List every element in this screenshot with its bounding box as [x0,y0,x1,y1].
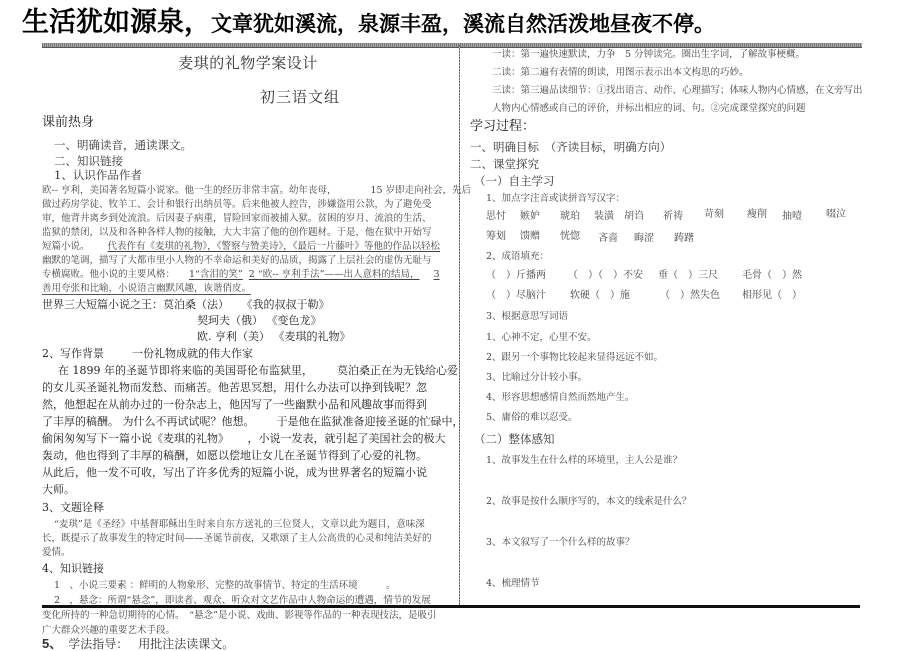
author-line-2: 做过药房学徒、牧羊工、会计和银行出纳员等。后来他被人控告，涉嫌盗用公款，为了避免受 [42,199,432,210]
knowledge-line-4: 广大群众兴趣的重要艺术手段。 [42,625,176,636]
item-read-aloud: 一、明确读音，通读课文。 [54,138,192,152]
section-4-heading: 4、知识链接 [42,562,104,575]
vocab-word: 筹划 [486,231,506,242]
overall-heading: （二）整体感知 [474,432,555,446]
vocab-word: 啜泣 [826,209,846,220]
header-motto [22,6,902,40]
document-subtitle: 初三语文组 [260,88,341,106]
idiom-blank: （ ）（ ）不安 [568,270,643,281]
title-line-3: 爱情。 [42,547,71,558]
idiom-blank: （ ）然失色 [660,290,720,301]
meaning-item: 4、形容思想感情自然而然地产生。 [486,392,635,403]
reading-step-3-cont: 人物内心情感或自己的评价，并标出相应的词、句。②完成课堂探究的问题 [492,103,806,114]
title-line-1: “麦琪”是《圣经》中基督耶稣出生时来自东方送礼的三位贤人，文章以此为题目，意味深 [54,519,425,530]
overall-question: 1、故事发生在什么样的环境里，主人公是谁？ [486,455,683,466]
vocab-word: 瘦削 [747,209,767,220]
goal-item: 一、明确目标 （齐读目标，明确方向） [470,140,672,154]
author-line-5: 短篇小说。 代表作有《麦琪的礼物》，《警察与赞美诗》，《最后一片藤叶》等他的作品以轻松 [42,241,441,252]
overall-question: 3、本文叙写了一个什么样的故事？ [486,537,635,548]
three-kings-chekhov: 契珂夫（俄） 《变色龙》 [197,314,322,327]
section-1-heading: 1、认识作品作者 [54,168,142,182]
idiom-blank: （ ）尽脑汁 [486,290,546,301]
vocab-word: 馈赠 [520,231,540,242]
vocab-word: 晦涩 [634,233,654,244]
background-line-8: 大师。 [42,483,75,496]
meaning-item: 5、庸俗的难以忍受。 [486,412,578,423]
knowledge-line-1: 1 、小说三要素 ：鲜明的人物象形、完整的故事情节、特定的生活环境 。 [54,580,396,591]
motto-part-3: 泉源丰盈， [358,12,463,36]
section-3-heading: 3、文题诠释 [42,501,104,514]
overall-question: 4、梳理情节 [486,578,540,589]
vocab-instruction: 1、加点字注音或读拼音写汉字： [486,193,626,204]
item-knowledge-link: 二、知识链接 [54,154,123,168]
title-line-2: 长，既提示了故事发生的特定时间——圣诞节前夜，又歌颂了主人公高贵的心灵和纯洁美好的 [42,533,432,544]
vocab-word: 胡诌 [624,211,644,222]
vocab-word: 踌躇 [674,233,694,244]
idiom-blank: 垂（ ）三尺 [658,270,718,281]
self-study-heading: （一）自主学习 [474,174,555,188]
process-heading: 学习过程： [470,119,536,134]
document-title: 麦琪的礼物学案设计 [178,54,318,72]
vocab-word: 琥珀 [560,211,580,222]
knowledge-line-2: 2 ，悬念：所谓“悬念”，即读者、观众、听众对文艺作品中人物命运的遭遇，情节的发展 [54,595,431,606]
three-kings-label: 世界三大短篇小说之王：莫泊桑（法） 《我的叔叔于勒》 [42,298,330,311]
background-line-6: 轰动，他也得到了丰厚的稿酬，如愿以偿地让女儿在圣诞节得到了心爱的礼物。 [42,449,427,462]
vocab-word: 思忖 [486,211,506,222]
author-line-7: 专横腐败。他小说的主要风格： 1“含泪的笑” 2 “欧-- 亨利手法”——出人意料的结局， 3 [42,269,440,280]
section-5-line: 5、 学法指导： 用批注法读课文。 [42,636,235,651]
reading-step-3: 三读：第三遍品读细节：①找出语言、动作、心理描写；体味人物内心情感，在文旁写出 [492,85,863,96]
motto-part-1: 生活犹如源泉， [22,7,211,38]
reading-step-1: 一读：第一遍快速默读，力争 5 分钟读完。圈出生字词，了解故事梗概。 [492,49,806,60]
vocab-word: 嫉妒 [520,211,540,222]
vocab-word: 祈祷 [663,211,683,222]
vocab-word: 装潢 [594,211,614,222]
motto-part-4: 溪流自然活泼地昼夜不停。 [463,12,715,36]
background-line-4: 了丰厚的稿酬。 为什么不再试试呢？他想。 于是他在监狱准备迎接圣诞的忙碌中， [42,415,464,428]
idiom-instruction: 2、成语填充： [486,251,550,262]
author-line-6: 幽默的笔调，描写了大都市里小人物的不幸命运和美好的品质，揭露了上层社会的虚伪无耻与 [42,255,432,266]
reading-step-2: 二读：第二遍有表情的朗读，用图示表示出本文构思的巧妙。 [492,67,749,78]
meaning-instruction: 3、根据意思写词语 [486,311,569,322]
meaning-item: 2、跟另一个事物比较起来显得远远不如。 [486,352,664,363]
background-line-5: 偷闲匆匆写下一篇小说《麦琪的礼物》 ，小说一发表，就引起了美国社会的极大 [42,432,446,445]
idiom-blank: （ ）斤播两 [486,270,546,281]
author-line-1: 欧-- 亨利，美国著名短篇小说家。他一生的经历非常丰富。幼年丧母， 15 岁即走向社会，先后 [42,185,472,196]
motto-part-2: 文章犹如溪流， [211,12,358,36]
idiom-blank: 软硬（ ）施 [570,290,630,301]
column-divider [459,45,460,605]
section-2-heading: 2、写作背景 一份礼物成就的伟大作家 [42,347,253,360]
idiom-blank: 相形见（ ） [742,290,802,301]
meaning-item: 1、心神不定，心里不安。 [486,332,597,343]
explore-item: 二、课堂探究 [470,157,539,171]
author-line-8: 善用夸张和比喻，小说语言幽默风趣，诙谐俏皮。 [42,283,252,294]
vocab-word: 苛刻 [704,209,724,220]
background-line-1: 在 1899 年的圣诞节即将来临的美国哥伦布监狱里， 莫泊桑正在为无钱给心爱 [58,364,458,377]
author-line-4: 监狱的禁闭，以及和各种各样人物的接触，大大丰富了他的创作题材。于是，他在狱中开始写 [42,227,432,238]
idiom-blank: 毛骨（ ）然 [742,270,802,281]
knowledge-line-3: 变化所持的一种急切期待的心情。 “悬念”是小说、戏曲、影视等作品的一种表现技法，是吸引 [42,610,437,621]
background-line-3: 然，他想起在从前办过的一份杂志上，他因写了一些幽默小品和风趣故事而得到 [42,398,427,411]
background-line-2: 的女儿买圣诞礼物而发愁、而痛苦。他苦思冥想，用什么办法可以挣到钱呢？忽 [42,381,427,394]
warmup-heading: 课前热身 [42,115,95,130]
meaning-item: 3、比喻过分计较小事。 [486,372,588,383]
author-line-3: 审，他背井离乡到处流浪。后因妻子病重，冒险回家而被捕入狱。贫困的岁月、流浪的生活、 [42,213,432,224]
vocab-word: 恍惚 [560,231,580,242]
vocab-word: 吝啬 [598,233,618,244]
vocab-word: 抽噎 [782,211,802,222]
background-line-7: 从此后，他一发不可收，写出了许多优秀的短篇小说，成为世界著名的短篇小说 [42,466,427,479]
overall-question: 2、故事是按什么顺序写的，本文的线索是什么？ [486,496,692,507]
three-kings-ohenry: 欧. 亨利（美） 《麦琪的礼物》 [197,330,351,343]
